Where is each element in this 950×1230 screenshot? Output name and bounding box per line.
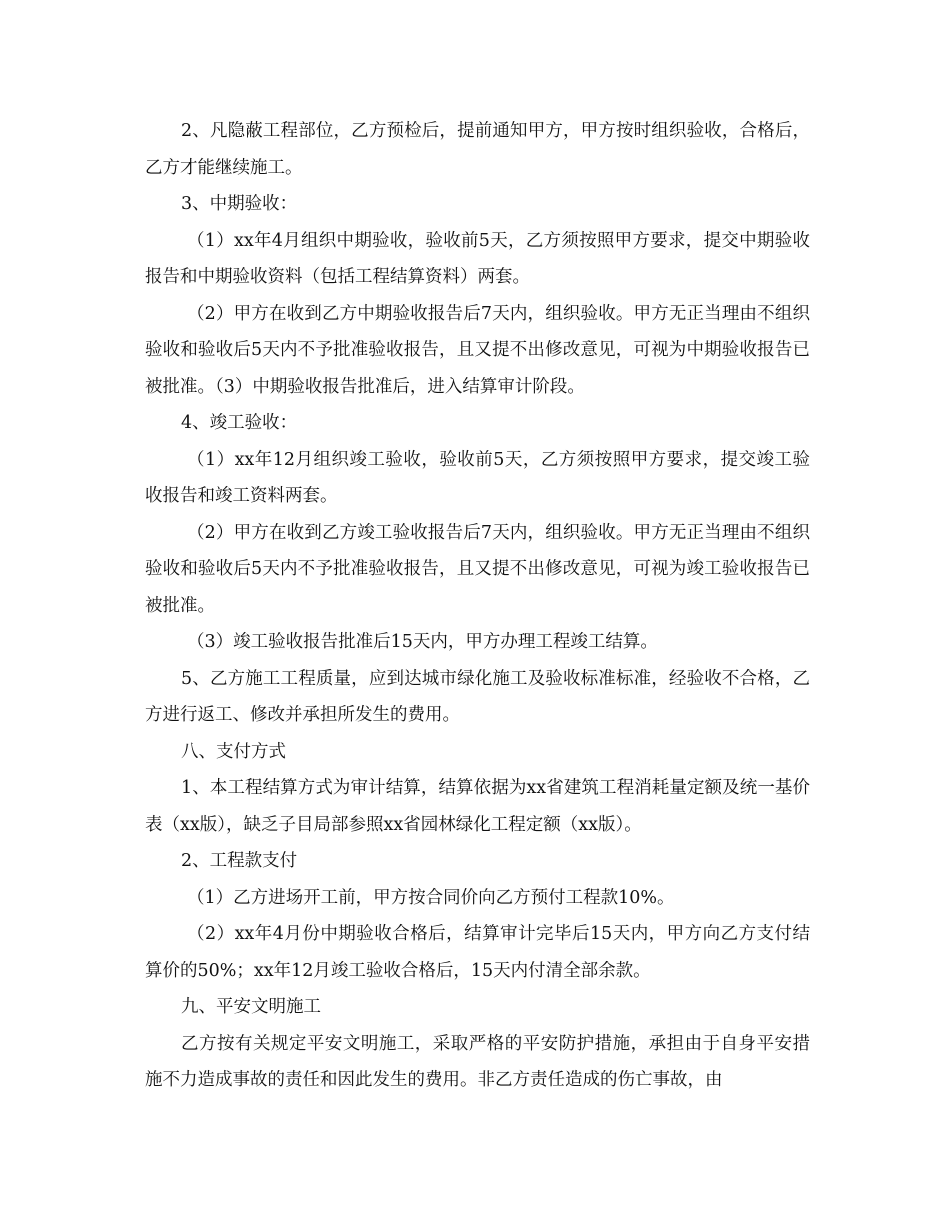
heading-payment-schedule: 2、工程款支付 <box>181 851 298 871</box>
section-heading-safety: 九、平安文明施工 <box>181 997 321 1017</box>
document-body <box>145 113 810 1099</box>
clause-midterm-2: （2）甲方在收到乙方中期验收报告后7天内，组织验收。甲方无正当理由不组织验收和验收后5天内不予批准验收报告，且又提不出修改意见，可视为中期验收报告已被批准。（3）中期验收报告批准后，进入结算审计阶段。 <box>145 303 810 397</box>
clause-completion-1: （1）xx年12月组织竣工验收，验收前5天，乙方须按照甲方要求，提交竣工验收报告和竣工资料两套。 <box>145 449 810 506</box>
clause-hidden-works: 2、凡隐蔽工程部位，乙方预检后，提前通知甲方，甲方按时组织验收，合格后，乙方才能继续施工。 <box>145 121 810 178</box>
clause-settlement-method: 1、本工程结算方式为审计结算，结算依据为xx省建筑工程消耗量定额及统一基价表（xx版），缺乏子目局部参照xx省园林绿化工程定额（xx版）。 <box>145 778 810 835</box>
clause-safety: 乙方按有关规定平安文明施工，采取严格的平安防护措施，承担由于自身平安措施不力造成事故的责任和因此发生的费用。非乙方责任造成的伤亡事故，由 <box>145 1033 810 1090</box>
clause-quality: 5、乙方施工工程质量，应到达城市绿化施工及验收标准标准，经验收不合格，乙方进行返工、修改并承担所发生的费用。 <box>145 668 810 725</box>
heading-completion-acceptance: 4、竣工验收： <box>181 413 298 433</box>
clause-payment-2: （2）xx年4月份中期验收合格后，结算审计完毕后15天内，甲方向乙方支付结算价的50%；xx年12月竣工验收合格后，15天内付清全部余款。 <box>145 924 810 981</box>
heading-midterm-acceptance: 3、中期验收： <box>181 194 298 214</box>
clause-completion-2: （2）甲方在收到乙方竣工验收报告后7天内，组织验收。甲方无正当理由不组织验收和验收后5天内不予批准验收报告，且又提不出修改意见，可视为竣工验收报告已被批准。 <box>145 522 810 616</box>
section-heading-payment: 八、支付方式 <box>181 741 286 762</box>
clause-completion-3: （3）竣工验收报告批准后15天内，甲方办理工程竣工结算。 <box>187 632 658 652</box>
clause-midterm-1: （1）xx年4月组织中期验收，验收前5天，乙方须按照甲方要求，提交中期验收报告和中期验收资料（包括工程结算资料）两套。 <box>145 230 810 287</box>
clause-payment-1: （1）乙方进场开工前，甲方按合同价向乙方预付工程款10%。 <box>187 887 675 908</box>
